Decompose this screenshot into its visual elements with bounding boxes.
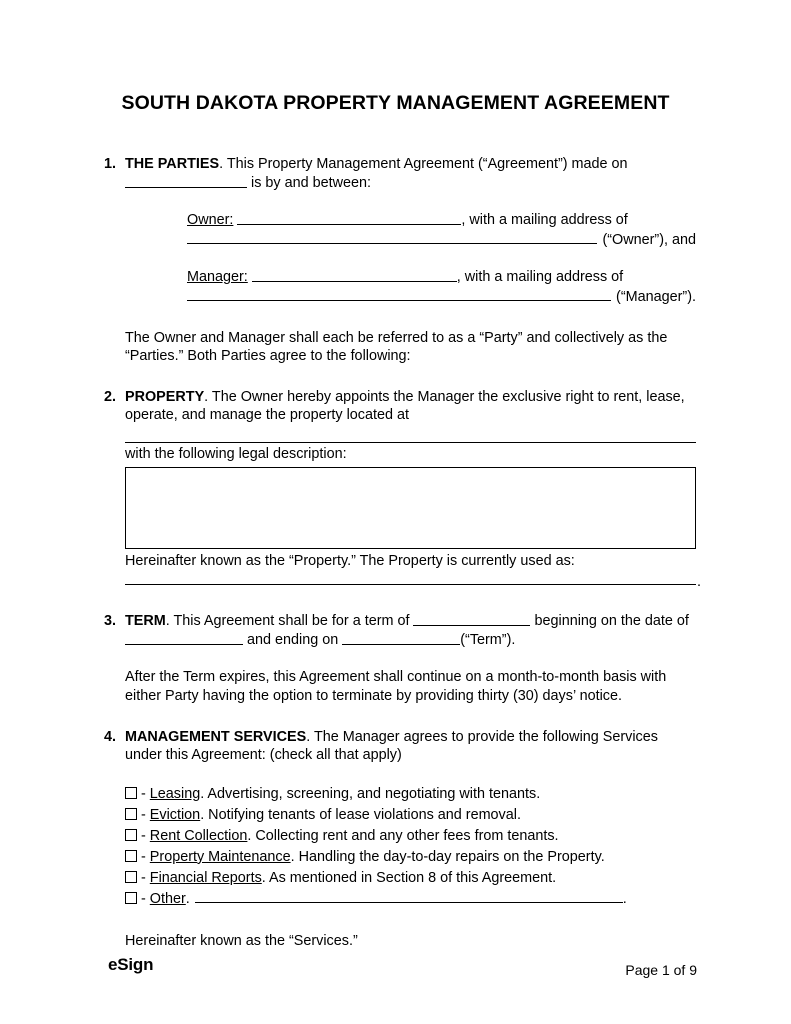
service-description: . Notifying tenants of lease violations and removal. <box>200 806 521 823</box>
clause-number: 4. <box>103 728 116 745</box>
clause-management-services <box>94 728 696 765</box>
list-item[interactable] <box>125 826 696 847</box>
spacer <box>94 366 696 388</box>
owner-label: Owner: <box>187 212 234 229</box>
owner-address-tail: (“Owner”), and <box>602 231 696 248</box>
clause-number: 1. <box>103 156 116 172</box>
list-item[interactable] <box>125 847 696 868</box>
service-description: . <box>185 890 190 907</box>
page-title: SOUTH DAKOTA PROPERTY MANAGEMENT AGREEMENT <box>121 92 670 114</box>
manager-address-line <box>187 287 696 307</box>
clause-number: 2. <box>103 388 116 405</box>
spacer <box>94 910 696 932</box>
term-part4: (“Term”). <box>460 631 516 648</box>
clause-heading: TERM <box>125 613 166 630</box>
clause-text <box>125 612 696 649</box>
clause-text <box>125 388 696 425</box>
services-checkbox-list <box>94 784 696 910</box>
clause-heading: THE PARTIES <box>125 156 220 172</box>
owner-name-blank[interactable] <box>237 211 461 225</box>
manager-block <box>94 268 696 306</box>
spacer <box>94 649 696 668</box>
term-part2: beginning on the date of <box>534 613 689 630</box>
list-item[interactable] <box>125 889 696 910</box>
list-item[interactable] <box>125 868 696 889</box>
list-dash: - <box>141 806 146 823</box>
service-description: . Handling the day-to-day repairs on the Property. <box>290 848 605 865</box>
other-service-blank[interactable] <box>195 890 623 903</box>
spacer <box>94 192 696 211</box>
manager-address-tail: (“Manager”). <box>616 288 696 305</box>
term-part3: and ending on <box>247 631 339 648</box>
manager-label: Manager: <box>187 269 248 286</box>
spacer <box>94 425 696 442</box>
property-hereinafter: Hereinafter known as the “Property.” The Property is currently used as: <box>125 552 575 569</box>
checkbox-icon[interactable] <box>125 850 137 862</box>
checkbox-icon[interactable] <box>125 892 137 904</box>
services-closing: Hereinafter known as the “Services.” <box>125 932 358 949</box>
manager-name-blank[interactable] <box>252 268 457 282</box>
owner-address-line <box>187 230 696 250</box>
list-dash: - <box>141 827 146 844</box>
spacer <box>94 249 696 268</box>
service-term: Rent Collection <box>149 827 248 844</box>
legal-description-label: with the following legal description: <box>125 445 347 462</box>
checkbox-icon[interactable] <box>125 871 137 883</box>
parties-collective-paragraph: The Owner and Manager shall each be referred to as a “Party” and collectively as the “Parties.” Both Parties agree to the following: <box>125 329 668 365</box>
checkbox-icon[interactable] <box>125 829 137 841</box>
clause-body-text: . The Owner hereby appoints the Manager the exclusive right to rent, lease, operate, and manage the property located at <box>125 388 685 424</box>
clause-intro-tail: is by and between: <box>251 174 372 191</box>
service-description: . Collecting rent and any other fees from tenants. <box>247 827 559 844</box>
term-part1: . This Agreement shall be for a term of <box>165 613 410 630</box>
owner-address-blank[interactable] <box>187 230 597 244</box>
clause-heading: PROPERTY <box>125 388 205 405</box>
legal-description-box[interactable] <box>125 467 696 549</box>
manager-address-blank[interactable] <box>187 287 611 301</box>
manager-line-tail: , with a mailing address of <box>456 269 624 286</box>
other-trailing-period: . <box>622 890 627 907</box>
service-term: Eviction <box>149 806 201 823</box>
checkbox-icon[interactable] <box>125 808 137 820</box>
term-paragraph-2: After the Term expires, this Agreement shall continue on a month-to-month basis with either Party having the option to terminate by providing thirty (30) days’ notice. <box>125 669 667 704</box>
clause-text <box>125 155 696 192</box>
checkbox-icon[interactable] <box>125 787 137 799</box>
service-description: . Advertising, screening, and negotiating with tenants. <box>200 785 541 802</box>
service-term: Other <box>149 890 186 907</box>
property-address-group <box>94 442 701 590</box>
list-dash: - <box>141 785 146 802</box>
esign-logo: eSign <box>108 955 154 974</box>
term-end-date-blank[interactable] <box>342 631 460 645</box>
list-item[interactable] <box>125 784 696 805</box>
clause-body-text: . The Manager agrees to provide the following Services under this Agreement: (check all that apply) <box>125 728 658 764</box>
list-dash: - <box>141 869 146 886</box>
service-description: . As mentioned in Section 8 of this Agreement. <box>261 869 557 886</box>
list-dash: - <box>141 848 146 865</box>
manager-line <box>187 268 696 287</box>
service-term: Property Maintenance <box>149 848 291 865</box>
property-use-blank[interactable] <box>125 584 696 585</box>
clause-heading: MANAGEMENT SERVICES <box>125 728 307 745</box>
clause-intro: . This Property Management Agreement (“Agreement”) made on <box>219 156 628 172</box>
service-term: Leasing <box>149 785 201 802</box>
clause-the-parties <box>94 155 696 192</box>
spacer <box>94 765 696 784</box>
owner-line-tail: , with a mailing address of <box>461 212 628 229</box>
page-number: Page 1 of 9 <box>625 962 697 978</box>
term-length-blank[interactable] <box>413 612 530 626</box>
list-dash: - <box>141 890 146 907</box>
agreement-date-blank[interactable] <box>125 174 247 188</box>
term-start-date-blank[interactable] <box>125 631 243 645</box>
spacer <box>94 585 696 612</box>
owner-line <box>187 211 696 230</box>
clause-term <box>94 612 696 649</box>
clause-property <box>94 388 696 425</box>
property-use-period: . <box>697 573 701 590</box>
clause-number: 3. <box>103 613 116 630</box>
spacer <box>94 307 696 329</box>
clause-text <box>125 728 696 765</box>
property-address-blank[interactable] <box>125 442 696 443</box>
document-body <box>94 155 701 950</box>
property-use-group <box>125 573 701 590</box>
service-term: Financial Reports <box>149 869 262 886</box>
spacer <box>94 706 696 728</box>
owner-block <box>94 211 696 249</box>
list-item[interactable] <box>125 805 696 826</box>
